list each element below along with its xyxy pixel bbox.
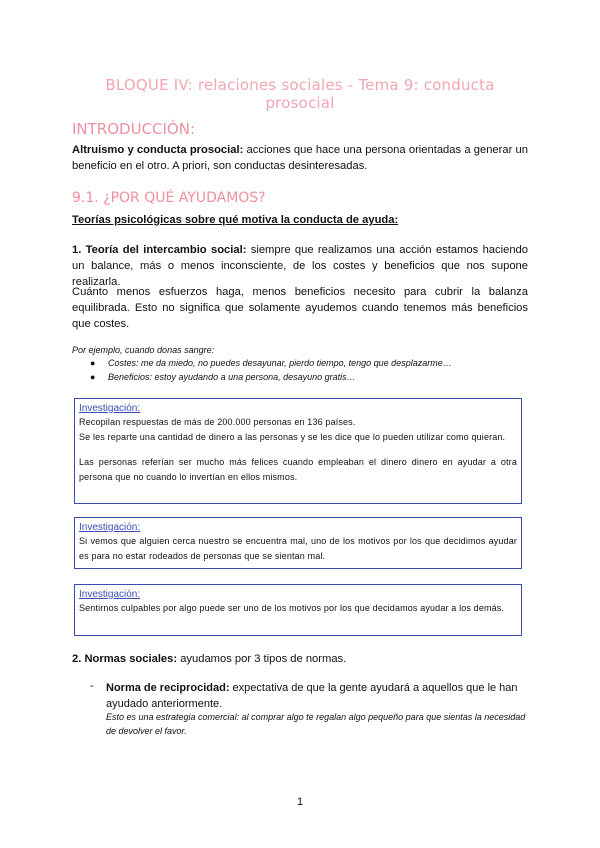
example-item-text: Costes: me da miedo, no puedes desayunar, pierdo tiempo, tengo que desplazarme… bbox=[108, 358, 452, 368]
research-label: Investigación: bbox=[79, 589, 141, 600]
research-box-1 bbox=[74, 398, 522, 504]
theory2-paragraph bbox=[72, 651, 528, 667]
theory2-term: 2. Normas sociales: bbox=[72, 653, 178, 665]
theory1-paragraph-2: Cuánto menos esfuerzos haga, menos beneficios necesito para cubrir la balanza equilibrada. Esto no significa que solamente ayudemos cuando tenemos más beneficios que costes. bbox=[72, 286, 528, 330]
research-label: Investigación: bbox=[79, 522, 141, 533]
theory2-text: ayudamos por 3 tipos de normas. bbox=[177, 653, 347, 665]
research-box-2 bbox=[74, 517, 522, 569]
research-box-1-line-2: Se les reparte una cantidad de dinero a las personas y se les dice que lo pueden utilizar como quieran. bbox=[79, 432, 506, 442]
intro-term: Altruismo y conducta prosocial: bbox=[72, 144, 244, 156]
norm1-text: expectativa de que la gente ayudará a aquellos que le han ayudado anteriormente. bbox=[106, 682, 518, 710]
norm-dash: - bbox=[90, 680, 94, 692]
theory1-term: 1. Teoría del intercambio social: bbox=[72, 244, 247, 256]
intro-paragraph bbox=[72, 142, 528, 174]
research-label: Investigación: bbox=[79, 403, 141, 414]
intro-heading: INTRODUCCIÓN: bbox=[72, 120, 196, 138]
research-box-3-text: Sentirnos culpables por algo puede ser uno de los motivos por los que decidamos ayudar a los demás. bbox=[79, 603, 505, 613]
intro-text: acciones que hace una persona orientadas a generar un beneficio en el otro. A priori, son conductas desinteresadas. bbox=[72, 144, 528, 172]
section-heading: 9.1. ¿POR QUÉ AYUDAMOS? bbox=[72, 190, 266, 206]
page-number: 1 bbox=[296, 796, 304, 808]
norm1-term: Norma de reciprocidad: bbox=[106, 682, 230, 694]
example-item-text: Beneficios: estoy ayudando a una persona, desayuno gratis… bbox=[108, 372, 356, 382]
research-box-2-text: Si vemos que alguien cerca nuestro se encuentra mal, uno de los motivos por los que decidimos ayudar es para no estar rodeados de personas que se sientan mal. bbox=[79, 536, 517, 561]
example-intro: Por ejemplo, cuando donas sangre: bbox=[72, 345, 215, 355]
theories-heading: Teorías psicológicas sobre qué motiva la conducta de ayuda: bbox=[72, 214, 399, 226]
norm1-note: Esto es una estrategia comercial: al comprar algo te regalan algo pequeño para que sientas la necesidad de devolver el favor. bbox=[106, 712, 526, 736]
bullet-icon: ● bbox=[90, 372, 96, 382]
document-title: BLOQUE IV: relaciones sociales - Tema 9: conducta prosocial bbox=[105, 76, 495, 112]
research-box-3 bbox=[74, 584, 522, 636]
example-item-benefits bbox=[90, 371, 356, 384]
example-item-costs bbox=[90, 357, 452, 370]
research-box-1-line-1: Recopilan respuestas de más de 200.000 personas en 136 países. bbox=[79, 417, 356, 427]
theory1-text: siempre que realizamos una acción estamos haciendo un balance, más o menos inconsciente, de los costes y beneficios que nos supone realizarla. bbox=[72, 244, 528, 288]
research-box-1-line-3: Las personas referían ser mucho más felices cuando empleaban el dinero dinero en ayudar a otra persona que no cuando lo invertían en ellos mismos. bbox=[79, 457, 517, 482]
bullet-icon: ● bbox=[90, 358, 96, 368]
norm1-paragraph bbox=[106, 680, 526, 712]
theory1-paragraph bbox=[72, 242, 528, 290]
